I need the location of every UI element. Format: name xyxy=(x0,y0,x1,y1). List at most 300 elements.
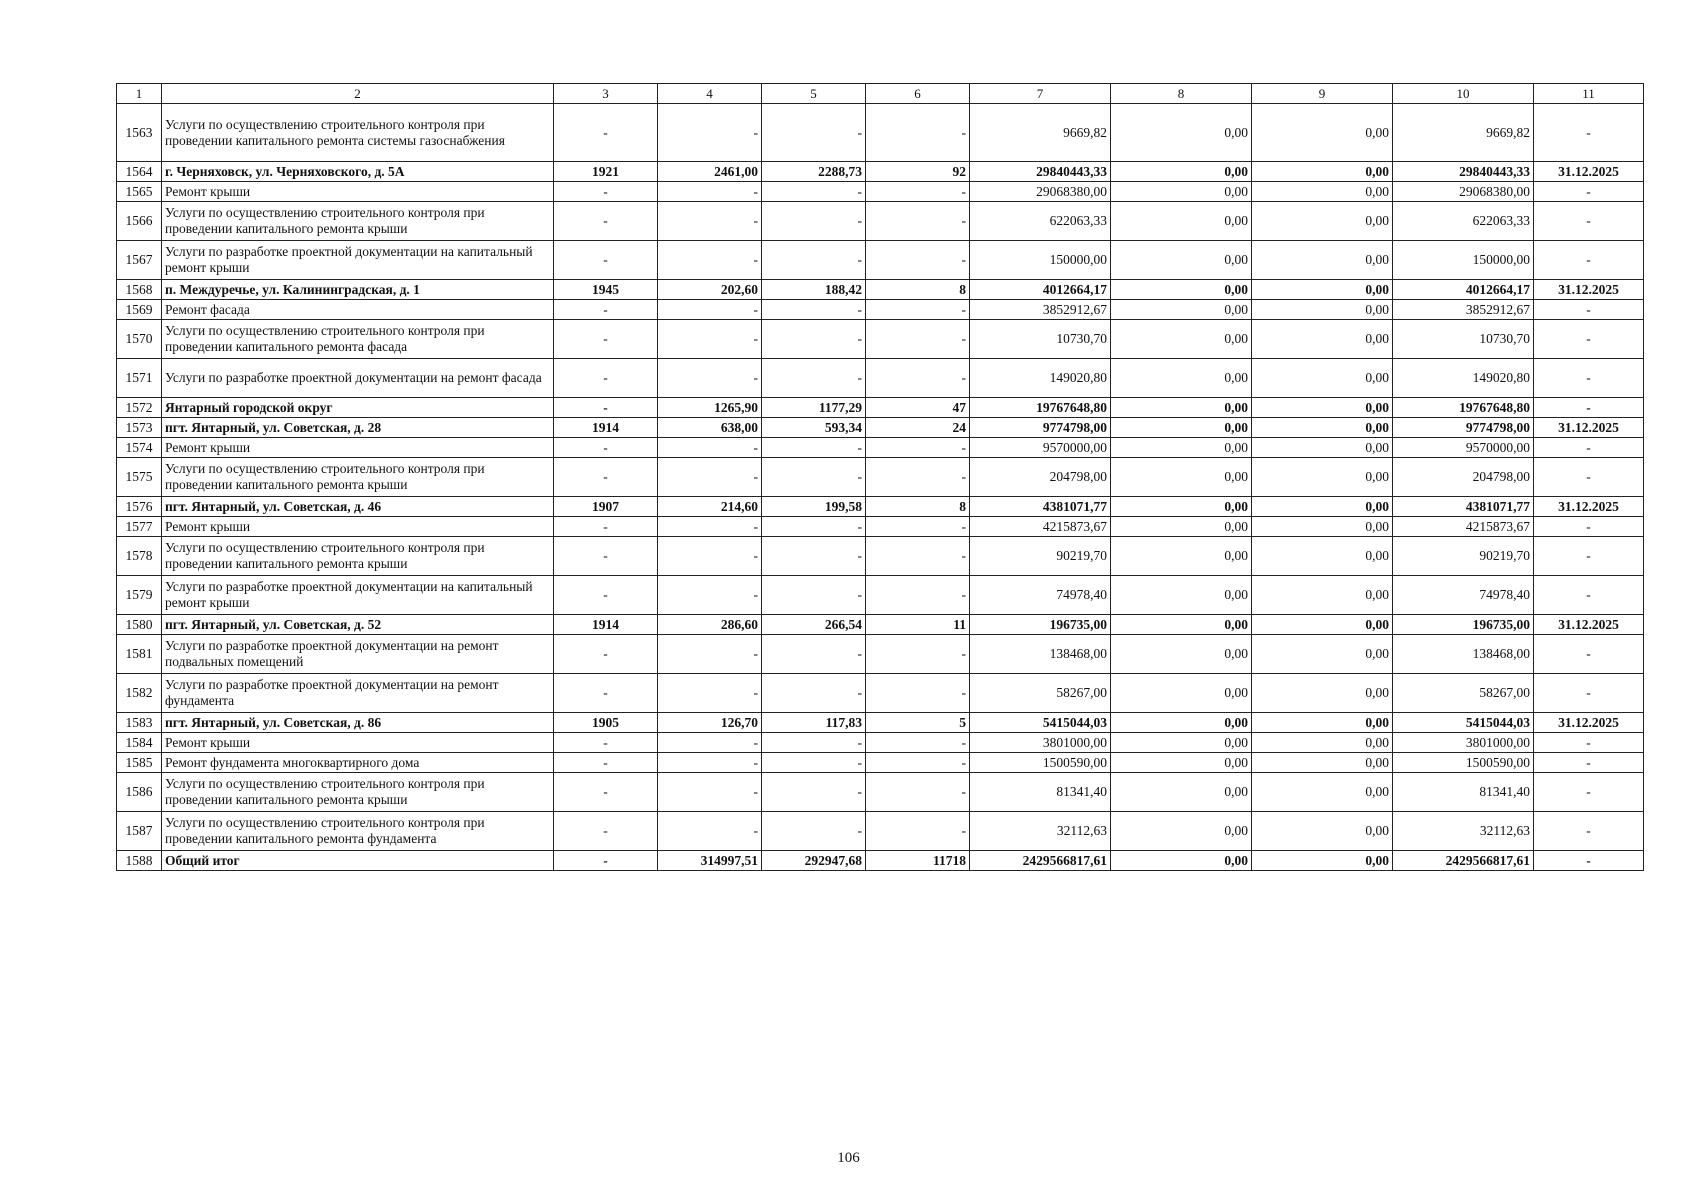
cell-col5: 292947,68 xyxy=(762,851,866,871)
cell-number: 1564 xyxy=(117,162,162,182)
cell-col4: - xyxy=(658,773,762,812)
cell-col7: 9570000,00 xyxy=(970,438,1111,458)
cell-col4: 214,60 xyxy=(658,497,762,517)
summary-row xyxy=(117,615,1644,635)
cell-col8: 0,00 xyxy=(1111,438,1252,458)
cell-col7: 29840443,33 xyxy=(970,162,1111,182)
cell-col5: 117,83 xyxy=(762,713,866,733)
col-header: 3 xyxy=(554,84,658,104)
cell-number: 1569 xyxy=(117,300,162,320)
cell-col4: 126,70 xyxy=(658,713,762,733)
cell-col7: 3801000,00 xyxy=(970,733,1111,753)
cell-col5: 266,54 xyxy=(762,615,866,635)
cell-col4: - xyxy=(658,733,762,753)
cell-col10: 3852912,67 xyxy=(1393,300,1534,320)
cell-col5: - xyxy=(762,241,866,280)
cell-col7: 10730,70 xyxy=(970,320,1111,359)
table-row xyxy=(117,537,1644,576)
cell-col9: 0,00 xyxy=(1252,104,1393,162)
cell-col11: 31.12.2025 xyxy=(1534,162,1644,182)
cell-col5: - xyxy=(762,537,866,576)
cell-col7: 4215873,67 xyxy=(970,517,1111,537)
table-row xyxy=(117,359,1644,398)
cell-col6: - xyxy=(866,458,970,497)
cell-col4: - xyxy=(658,635,762,674)
cell-col5: - xyxy=(762,104,866,162)
cell-name: Общий итог xyxy=(162,851,554,871)
cell-col7: 9774798,00 xyxy=(970,418,1111,438)
cell-number: 1570 xyxy=(117,320,162,359)
summary-row xyxy=(117,398,1644,418)
cell-col6: - xyxy=(866,202,970,241)
cell-col7: 5415044,03 xyxy=(970,713,1111,733)
cell-col8: 0,00 xyxy=(1111,280,1252,300)
cell-col10: 138468,00 xyxy=(1393,635,1534,674)
cell-col6: - xyxy=(866,182,970,202)
cell-col4: - xyxy=(658,458,762,497)
cell-col6: - xyxy=(866,812,970,851)
cell-col6: 5 xyxy=(866,713,970,733)
cell-col3: - xyxy=(554,812,658,851)
col-header: 9 xyxy=(1252,84,1393,104)
cell-col9: 0,00 xyxy=(1252,438,1393,458)
cell-col9: 0,00 xyxy=(1252,320,1393,359)
cell-col3: - xyxy=(554,674,658,713)
cell-col6: 92 xyxy=(866,162,970,182)
cell-col5: - xyxy=(762,733,866,753)
cell-col7: 32112,63 xyxy=(970,812,1111,851)
cell-col10: 196735,00 xyxy=(1393,615,1534,635)
cell-col6: - xyxy=(866,773,970,812)
summary-row xyxy=(117,713,1644,733)
cell-col10: 4381071,77 xyxy=(1393,497,1534,517)
cell-col9: 0,00 xyxy=(1252,497,1393,517)
cell-col4: - xyxy=(658,517,762,537)
cell-col9: 0,00 xyxy=(1252,851,1393,871)
table-row xyxy=(117,458,1644,497)
cell-col3: - xyxy=(554,458,658,497)
cell-col9: 0,00 xyxy=(1252,202,1393,241)
cell-col5: 2288,73 xyxy=(762,162,866,182)
cell-col3: - xyxy=(554,733,658,753)
cell-col3: - xyxy=(554,320,658,359)
cell-col3: 1907 xyxy=(554,497,658,517)
cell-col6: - xyxy=(866,537,970,576)
cell-col7: 4012664,17 xyxy=(970,280,1111,300)
cell-col4: 638,00 xyxy=(658,418,762,438)
cell-name: Услуги по разработке проектной документации на капитальный ремонт крыши xyxy=(162,241,554,280)
cell-col4: 314997,51 xyxy=(658,851,762,871)
cell-col4: 202,60 xyxy=(658,280,762,300)
col-header: 6 xyxy=(866,84,970,104)
cell-col3: 1914 xyxy=(554,418,658,438)
cell-name: Услуги по разработке проектной документации на капитальный ремонт крыши xyxy=(162,576,554,615)
cell-col5: 593,34 xyxy=(762,418,866,438)
cell-col7: 204798,00 xyxy=(970,458,1111,497)
cell-col10: 29068380,00 xyxy=(1393,182,1534,202)
cell-col4: - xyxy=(658,674,762,713)
cell-number: 1583 xyxy=(117,713,162,733)
cell-name: п. Междуречье, ул. Калининградская, д. 1 xyxy=(162,280,554,300)
cell-number: 1578 xyxy=(117,537,162,576)
cell-col10: 149020,80 xyxy=(1393,359,1534,398)
cell-col8: 0,00 xyxy=(1111,320,1252,359)
cell-col6: 8 xyxy=(866,497,970,517)
summary-row xyxy=(117,280,1644,300)
cell-col9: 0,00 xyxy=(1252,753,1393,773)
cell-col9: 0,00 xyxy=(1252,182,1393,202)
cell-col6: - xyxy=(866,320,970,359)
cell-col8: 0,00 xyxy=(1111,576,1252,615)
cell-col11: 31.12.2025 xyxy=(1534,280,1644,300)
cell-col7: 150000,00 xyxy=(970,241,1111,280)
cell-col3: - xyxy=(554,773,658,812)
cell-number: 1567 xyxy=(117,241,162,280)
cell-col7: 3852912,67 xyxy=(970,300,1111,320)
cell-col11: - xyxy=(1534,438,1644,458)
cell-col6: - xyxy=(866,635,970,674)
cell-number: 1588 xyxy=(117,851,162,871)
cell-col3: - xyxy=(554,359,658,398)
cell-col10: 9669,82 xyxy=(1393,104,1534,162)
column-number-row xyxy=(117,84,1644,104)
cell-col6: - xyxy=(866,300,970,320)
summary-row xyxy=(117,497,1644,517)
col-header: 5 xyxy=(762,84,866,104)
cell-col9: 0,00 xyxy=(1252,418,1393,438)
cell-number: 1582 xyxy=(117,674,162,713)
cell-col8: 0,00 xyxy=(1111,182,1252,202)
cell-col3: - xyxy=(554,851,658,871)
cell-col6: 11 xyxy=(866,615,970,635)
cell-col8: 0,00 xyxy=(1111,300,1252,320)
cell-col6: - xyxy=(866,438,970,458)
cell-name: Услуги по осуществлению строительного контроля при проведении капитального ремонта фасада xyxy=(162,320,554,359)
cell-col8: 0,00 xyxy=(1111,713,1252,733)
cell-col6: 8 xyxy=(866,280,970,300)
cell-col6: - xyxy=(866,517,970,537)
cell-number: 1571 xyxy=(117,359,162,398)
cell-col9: 0,00 xyxy=(1252,733,1393,753)
table-row xyxy=(117,812,1644,851)
cell-col7: 9669,82 xyxy=(970,104,1111,162)
cell-col8: 0,00 xyxy=(1111,418,1252,438)
cell-col4: 286,60 xyxy=(658,615,762,635)
cell-col5: - xyxy=(762,202,866,241)
cell-name: Ремонт крыши xyxy=(162,517,554,537)
cell-col10: 58267,00 xyxy=(1393,674,1534,713)
cell-col9: 0,00 xyxy=(1252,280,1393,300)
cell-col8: 0,00 xyxy=(1111,537,1252,576)
cell-col8: 0,00 xyxy=(1111,398,1252,418)
cell-number: 1572 xyxy=(117,398,162,418)
cell-name: Ремонт крыши xyxy=(162,438,554,458)
cell-col4: - xyxy=(658,438,762,458)
cell-col3: 1945 xyxy=(554,280,658,300)
cell-name: Услуги по осуществлению строительного контроля при проведении капитального ремонта крыши xyxy=(162,537,554,576)
cell-col3: 1921 xyxy=(554,162,658,182)
cell-col8: 0,00 xyxy=(1111,241,1252,280)
cell-name: г. Черняховск, ул. Черняховского, д. 5А xyxy=(162,162,554,182)
cell-col4: - xyxy=(658,241,762,280)
cell-col10: 622063,33 xyxy=(1393,202,1534,241)
cell-name: Ремонт фасада xyxy=(162,300,554,320)
cell-number: 1566 xyxy=(117,202,162,241)
cell-col7: 29068380,00 xyxy=(970,182,1111,202)
cell-name: Услуги по осуществлению строительного контроля при проведении капитального ремонта фундамента xyxy=(162,812,554,851)
cell-col7: 58267,00 xyxy=(970,674,1111,713)
cell-col9: 0,00 xyxy=(1252,615,1393,635)
cell-col11: 31.12.2025 xyxy=(1534,713,1644,733)
cell-col8: 0,00 xyxy=(1111,162,1252,182)
cell-col3: - xyxy=(554,517,658,537)
cell-name: пгт. Янтарный, ул. Советская, д. 28 xyxy=(162,418,554,438)
cell-name: Услуги по разработке проектной документации на ремонт фасада xyxy=(162,359,554,398)
cell-number: 1580 xyxy=(117,615,162,635)
cell-name: Янтарный городской округ xyxy=(162,398,554,418)
cell-col7: 149020,80 xyxy=(970,359,1111,398)
col-header: 7 xyxy=(970,84,1111,104)
cell-col10: 19767648,80 xyxy=(1393,398,1534,418)
cell-col11: - xyxy=(1534,635,1644,674)
cell-number: 1568 xyxy=(117,280,162,300)
cell-col3: - xyxy=(554,753,658,773)
table-row xyxy=(117,438,1644,458)
cell-col10: 9570000,00 xyxy=(1393,438,1534,458)
cell-col9: 0,00 xyxy=(1252,635,1393,674)
cell-col11: - xyxy=(1534,753,1644,773)
cell-col11: - xyxy=(1534,537,1644,576)
cell-col7: 138468,00 xyxy=(970,635,1111,674)
cell-col3: - xyxy=(554,104,658,162)
cell-col10: 10730,70 xyxy=(1393,320,1534,359)
cell-col11: - xyxy=(1534,576,1644,615)
cell-col7: 4381071,77 xyxy=(970,497,1111,517)
cell-col6: 24 xyxy=(866,418,970,438)
cell-number: 1587 xyxy=(117,812,162,851)
cell-col4: - xyxy=(658,812,762,851)
summary-row xyxy=(117,162,1644,182)
cell-col6: - xyxy=(866,104,970,162)
cell-col8: 0,00 xyxy=(1111,359,1252,398)
cell-col11: 31.12.2025 xyxy=(1534,497,1644,517)
cell-col5: 188,42 xyxy=(762,280,866,300)
cell-col6: - xyxy=(866,753,970,773)
cell-col4: - xyxy=(658,359,762,398)
cell-col8: 0,00 xyxy=(1111,202,1252,241)
cell-col5: - xyxy=(762,753,866,773)
cell-col10: 4012664,17 xyxy=(1393,280,1534,300)
cell-col11: - xyxy=(1534,241,1644,280)
cell-col6: - xyxy=(866,576,970,615)
cell-col5: - xyxy=(762,320,866,359)
cell-number: 1575 xyxy=(117,458,162,497)
cell-col10: 29840443,33 xyxy=(1393,162,1534,182)
cell-col11: - xyxy=(1534,812,1644,851)
cell-col8: 0,00 xyxy=(1111,104,1252,162)
table-row xyxy=(117,635,1644,674)
cell-col11: - xyxy=(1534,300,1644,320)
cell-col10: 74978,40 xyxy=(1393,576,1534,615)
cell-col5: - xyxy=(762,674,866,713)
cell-col4: - xyxy=(658,182,762,202)
table-row xyxy=(117,733,1644,753)
cell-number: 1573 xyxy=(117,418,162,438)
cell-col4: - xyxy=(658,576,762,615)
cell-col8: 0,00 xyxy=(1111,458,1252,497)
cell-col5: - xyxy=(762,576,866,615)
cell-col11: 31.12.2025 xyxy=(1534,418,1644,438)
cell-col9: 0,00 xyxy=(1252,162,1393,182)
cell-col11: - xyxy=(1534,517,1644,537)
cell-col11: - xyxy=(1534,202,1644,241)
cell-col8: 0,00 xyxy=(1111,773,1252,812)
cell-name: Услуги по осуществлению строительного контроля при проведении капитального ремонта системы газоснабжения xyxy=(162,104,554,162)
cell-col10: 5415044,03 xyxy=(1393,713,1534,733)
cell-col11: - xyxy=(1534,359,1644,398)
cell-col3: - xyxy=(554,635,658,674)
cell-col10: 32112,63 xyxy=(1393,812,1534,851)
cell-name: Ремонт фундамента многоквартирного дома xyxy=(162,753,554,773)
col-header: 1 xyxy=(117,84,162,104)
col-header: 8 xyxy=(1111,84,1252,104)
cell-col6: - xyxy=(866,241,970,280)
cell-col5: - xyxy=(762,438,866,458)
cell-col5: - xyxy=(762,182,866,202)
table-row xyxy=(117,241,1644,280)
register-table xyxy=(116,83,1644,871)
cell-col11: - xyxy=(1534,182,1644,202)
cell-col11: - xyxy=(1534,458,1644,497)
cell-col6: 11718 xyxy=(866,851,970,871)
table-row xyxy=(117,576,1644,615)
cell-col9: 0,00 xyxy=(1252,241,1393,280)
col-header: 2 xyxy=(162,84,554,104)
cell-name: Услуги по разработке проектной документации на ремонт фундамента xyxy=(162,674,554,713)
cell-number: 1574 xyxy=(117,438,162,458)
cell-name: пгт. Янтарный, ул. Советская, д. 86 xyxy=(162,713,554,733)
cell-col8: 0,00 xyxy=(1111,615,1252,635)
cell-col7: 1500590,00 xyxy=(970,753,1111,773)
cell-col5: 1177,29 xyxy=(762,398,866,418)
cell-col4: - xyxy=(658,537,762,576)
cell-col5: - xyxy=(762,812,866,851)
table-row xyxy=(117,300,1644,320)
summary-row xyxy=(117,418,1644,438)
cell-col3: - xyxy=(554,398,658,418)
cell-col4: - xyxy=(658,753,762,773)
cell-col8: 0,00 xyxy=(1111,812,1252,851)
cell-col10: 4215873,67 xyxy=(1393,517,1534,537)
cell-col11: - xyxy=(1534,104,1644,162)
cell-col4: - xyxy=(658,104,762,162)
cell-col7: 2429566817,61 xyxy=(970,851,1111,871)
cell-number: 1563 xyxy=(117,104,162,162)
table-row xyxy=(117,773,1644,812)
cell-col8: 0,00 xyxy=(1111,753,1252,773)
cell-col9: 0,00 xyxy=(1252,773,1393,812)
cell-col3: - xyxy=(554,438,658,458)
cell-col6: - xyxy=(866,359,970,398)
cell-col8: 0,00 xyxy=(1111,635,1252,674)
cell-number: 1586 xyxy=(117,773,162,812)
cell-name: Услуги по осуществлению строительного контроля при проведении капитального ремонта крыши xyxy=(162,458,554,497)
col-header: 4 xyxy=(658,84,762,104)
cell-col7: 622063,33 xyxy=(970,202,1111,241)
summary-row xyxy=(117,851,1644,871)
table-row xyxy=(117,517,1644,537)
cell-col10: 9774798,00 xyxy=(1393,418,1534,438)
cell-col3: - xyxy=(554,300,658,320)
cell-col6: - xyxy=(866,674,970,713)
cell-col5: - xyxy=(762,773,866,812)
cell-col11: - xyxy=(1534,674,1644,713)
cell-col5: - xyxy=(762,300,866,320)
cell-col6: - xyxy=(866,733,970,753)
cell-col3: 1914 xyxy=(554,615,658,635)
cell-col4: - xyxy=(658,320,762,359)
cell-col9: 0,00 xyxy=(1252,398,1393,418)
cell-col3: 1905 xyxy=(554,713,658,733)
cell-col5: 199,58 xyxy=(762,497,866,517)
cell-col10: 2429566817,61 xyxy=(1393,851,1534,871)
cell-number: 1581 xyxy=(117,635,162,674)
cell-number: 1577 xyxy=(117,517,162,537)
cell-col5: - xyxy=(762,458,866,497)
cell-col9: 0,00 xyxy=(1252,458,1393,497)
table-body xyxy=(117,84,1644,871)
cell-col7: 90219,70 xyxy=(970,537,1111,576)
cell-col11: - xyxy=(1534,851,1644,871)
col-header: 11 xyxy=(1534,84,1644,104)
cell-col3: - xyxy=(554,241,658,280)
cell-col10: 1500590,00 xyxy=(1393,753,1534,773)
cell-col11: - xyxy=(1534,320,1644,359)
cell-col9: 0,00 xyxy=(1252,537,1393,576)
cell-col8: 0,00 xyxy=(1111,517,1252,537)
cell-col9: 0,00 xyxy=(1252,812,1393,851)
cell-col11: 31.12.2025 xyxy=(1534,615,1644,635)
page-number: 106 xyxy=(837,1150,860,1166)
cell-col7: 74978,40 xyxy=(970,576,1111,615)
cell-col10: 150000,00 xyxy=(1393,241,1534,280)
cell-name: Услуги по осуществлению строительного контроля при проведении капитального ремонта крыши xyxy=(162,202,554,241)
cell-name: Услуги по разработке проектной документации на ремонт подвальных помещений xyxy=(162,635,554,674)
cell-col5: - xyxy=(762,635,866,674)
cell-col10: 81341,40 xyxy=(1393,773,1534,812)
cell-col9: 0,00 xyxy=(1252,713,1393,733)
cell-col4: - xyxy=(658,300,762,320)
cell-col5: - xyxy=(762,359,866,398)
cell-col9: 0,00 xyxy=(1252,517,1393,537)
cell-number: 1565 xyxy=(117,182,162,202)
table-row xyxy=(117,104,1644,162)
cell-col10: 3801000,00 xyxy=(1393,733,1534,753)
cell-col6: 47 xyxy=(866,398,970,418)
cell-col4: - xyxy=(658,202,762,241)
cell-col11: - xyxy=(1534,773,1644,812)
cell-col4: 2461,00 xyxy=(658,162,762,182)
cell-name: Ремонт крыши xyxy=(162,182,554,202)
cell-name: пгт. Янтарный, ул. Советская, д. 52 xyxy=(162,615,554,635)
cell-col9: 0,00 xyxy=(1252,359,1393,398)
col-header: 10 xyxy=(1393,84,1534,104)
cell-col8: 0,00 xyxy=(1111,674,1252,713)
cell-col10: 204798,00 xyxy=(1393,458,1534,497)
cell-col3: - xyxy=(554,182,658,202)
cell-col8: 0,00 xyxy=(1111,851,1252,871)
cell-name: пгт. Янтарный, ул. Советская, д. 46 xyxy=(162,497,554,517)
